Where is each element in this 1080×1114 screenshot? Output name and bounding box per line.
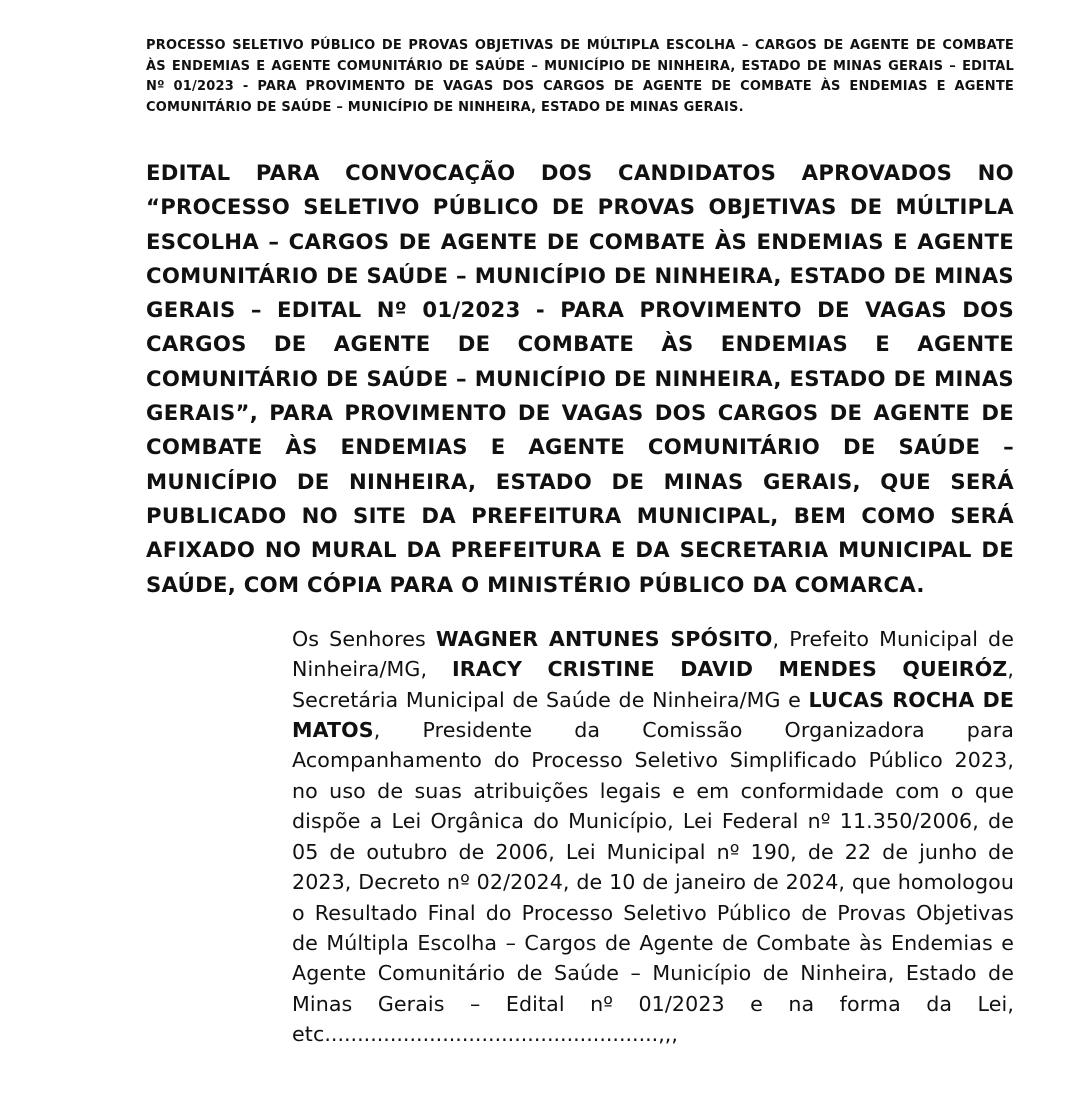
edital-title: EDITAL PARA CONVOCAÇÃO DOS CANDIDATOS APROVADOS NO “PROCESSO SELETIVO PÚBLICO DE PROVAS OBJETIVAS DE MÚLTIPLA ESCOLHA – CARGOS DE AGENTE DE COMBATE ÀS ENDEMIAS E AGENTE COMUNITÁRIO DE SAÚDE – MUNICÍPIO DE NINHEIRA, ESTADO DE MINAS GERAIS – EDITAL Nº 01/2023 - PARA PROVIMENTO DE VAGAS DOS CARGOS DE AGENTE DE COMBATE ÀS ENDEMIAS E AGENTE COMUNITÁRIO DE SAÚDE – MUNICÍPIO DE NINHEIRA, ESTADO DE MINAS GERAIS”, PARA PROVIMENTO DE VAGAS DOS CARGOS DE AGENTE DE COMBATE ÀS ENDEMIAS E AGENTE COMUNITÁRIO DE SAÚDE – MUNICÍPIO DE NINHEIRA, ESTADO DE MINAS GERAIS, QUE SERÁ PUBLICADO NO SITE DA PREFEITURA MUNICIPAL, BEM COMO SERÁ AFIXADO NO MURAL DA PREFEITURA E DA SECRETARIA MUNICIPAL DE SAÚDE, COM CÓPIA PARA O MINISTÉRIO PÚBLICO DA COMARCA. — [146, 160, 1014, 597]
secretary-name: IRACY CRISTINE DAVID MENDES QUEIRÓZ — [451, 657, 1008, 682]
body-paragraph — [292, 624, 1014, 1050]
mayor-role: , Prefeito Municipal de Ninheira/MG, — [292, 626, 1014, 682]
document-header: PROCESSO SELETIVO PÚBLICO DE PROVAS OBJETIVAS DE MÚLTIPLA ESCOLHA – CARGOS DE AGENTE DE COMBATE ÀS ENDEMIAS E AGENTE COMUNITÁRIO DE SAÚDE – MUNICÍPIO DE NINHEIRA, ESTADO DE MINAS GERAIS – EDITAL Nº 01/2023 - PARA PROVIMENTO DE VAGAS DOS CARGOS DE AGENTE DE COMBATE ÀS ENDEMIAS E AGENTE COMUNITÁRIO DE SAÚDE – MUNICÍPIO DE NINHEIRA, ESTADO DE MINAS GERAIS. — [146, 38, 1014, 115]
president-name: LUCAS ROCHA DE MATOS — [292, 687, 1015, 743]
document-page — [146, 0, 1014, 1050]
trailing-dots: ...................................................,,, — [324, 1022, 678, 1047]
body-text: , Presidente da Comissão Organizadora para Acompanhamento do Processo Seletivo Simplificado Público 2023, no uso de suas atribuições legais e em conformidade com o que dispõe a Lei Orgânica do Município, Lei Federal nº 11.350/2006, de 05 de outubro de 2006, Lei Municipal nº 190, de 22 de junho de 2023, Decreto nº 02/2024, de 10 de janeiro de 2024, que homologou o Resultado Final do Processo Seletivo Público de Provas Objetivas de Múltipla Escolha – Cargos de Agente de Combate às Endemias e Agente Comunitário de Saúde – Município de Ninheira, Estado de Minas Gerais – Edital nº 01/2023 e na forma da Lei, etc — [292, 718, 1014, 1047]
body-intro: Os Senhores — [292, 626, 436, 651]
mayor-name: WAGNER ANTUNES SPÓSITO — [435, 626, 773, 651]
secretary-role: , Secretária Municipal de Saúde de Ninheira/MG e — [292, 657, 1014, 712]
